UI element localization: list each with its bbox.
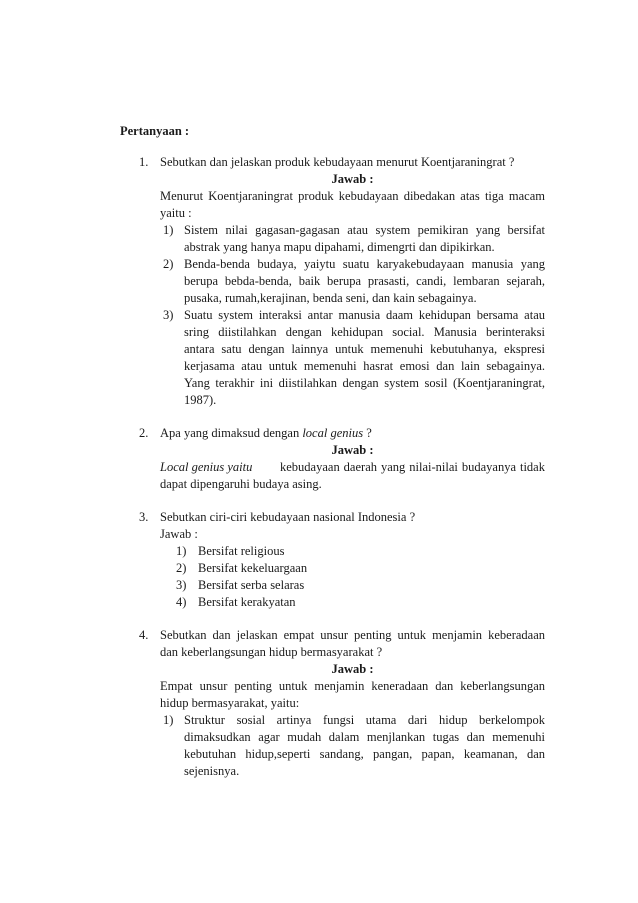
q1-item-3-line: kerjasama atau untuk memenuhi hasrat emosi dan lain sebagainya. bbox=[184, 359, 545, 373]
q3-item-4-number: 4) bbox=[176, 595, 187, 609]
q4-item-1-line: dimaksudkan agar mudah dalam menjlankan tugas dan memenuhi bbox=[184, 730, 545, 744]
q1-item-3-line: Suatu system interaksi antar manusia daam kehidupan bersama atau bbox=[184, 308, 545, 322]
q1-item-1-line: abstrak yang hanya mapu dipahami, dimengrti dan dipikirkan. bbox=[184, 240, 495, 254]
question-1-text: Sebutkan dan jelaskan produk kebudayaan menurut Koentjaraningrat ? bbox=[160, 155, 515, 169]
q1-item-3-line: sring diistilahkan dengan kehidupan social. Manusia berinteraksi bbox=[184, 325, 545, 339]
q3-item-3-text: Bersifat serba selaras bbox=[198, 578, 305, 592]
q1-item-2-line: berupa bebda-benda, baik berupa prasasti, candi, lembaran sejarah, bbox=[184, 274, 545, 288]
question-2-text-post: ? bbox=[363, 426, 372, 440]
question-2-number: 2. bbox=[139, 426, 149, 440]
q3-item-1-number: 1) bbox=[176, 544, 187, 558]
q1-item-3-number: 3) bbox=[163, 308, 174, 322]
q1-item-3-line: 1987). bbox=[184, 393, 217, 407]
q1-item-3-line: antara satu dengan lainnya untuk memenuhi kebutuhanya, ekspresi bbox=[184, 342, 545, 356]
question-4-text-line: Sebutkan dan jelaskan empat unsur penting untuk menjamin keberadaan bbox=[160, 628, 545, 642]
q3-item-3-number: 3) bbox=[176, 578, 187, 592]
q1-item-2-line: Benda-benda budaya, yaiytu suatu karyakebudayaan manusia yang bbox=[184, 257, 545, 271]
question-1-intro-line: Menurut Koentjaraningrat produk kebudayaan dibedakan atas tiga macam bbox=[160, 189, 545, 203]
page-heading: Pertanyaan : bbox=[120, 124, 190, 138]
question-3-text: Sebutkan ciri-ciri kebudayaan nasional Indonesia ? bbox=[160, 510, 416, 524]
question-2-answer-line: kebudayaan daerah yang nilai-nilai budayanya tidak bbox=[280, 460, 545, 474]
question-4-answer-label: Jawab : bbox=[331, 662, 374, 676]
question-3-answer-label: Jawab : bbox=[160, 527, 198, 541]
question-2-term: local genius bbox=[302, 426, 364, 440]
question-2-answer-term: Local genius yaitu bbox=[160, 460, 253, 474]
q1-item-2-number: 2) bbox=[163, 257, 174, 271]
q4-item-1-line: Struktur sosial artinya fungsi utama dari hidup berkelompok bbox=[184, 713, 545, 727]
q1-item-1-line: Sistem nilai gagasan-gagasan atau system pemikiran yang bersifat bbox=[184, 223, 545, 237]
question-4-intro-line: hidup bermasyarakat, yaitu: bbox=[160, 696, 300, 710]
question-4-intro-line: Empat unsur penting untuk menjamin keneradaan dan keberlangsungan bbox=[160, 679, 545, 693]
question-1-answer-label: Jawab : bbox=[331, 172, 374, 186]
q1-item-1-number: 1) bbox=[163, 223, 174, 237]
question-4-number: 4. bbox=[139, 628, 149, 642]
question-1-number: 1. bbox=[139, 155, 149, 169]
question-4-text-line: dan keberlangsungan hidup bermasyarakat ? bbox=[160, 645, 383, 659]
q3-item-2-number: 2) bbox=[176, 561, 187, 575]
q4-item-1-line: kebutuhan hidup,seperti sandang, pangan, papan, keamanan, dan bbox=[184, 747, 545, 761]
q3-item-1-text: Bersifat religious bbox=[198, 544, 285, 558]
question-1-intro-line: yaitu : bbox=[160, 206, 192, 220]
q4-item-1-number: 1) bbox=[163, 713, 174, 727]
q1-item-2-line: pusaka, rumah,kerajinan, benda seni, dan kain sebagainya. bbox=[184, 291, 477, 305]
question-2-text-pre: Apa yang dimaksud dengan bbox=[160, 426, 303, 440]
q3-item-2-text: Bersifat kekeluargaan bbox=[198, 561, 308, 575]
q3-item-4-text: Bersifat kerakyatan bbox=[198, 595, 296, 609]
question-2-text bbox=[160, 426, 372, 441]
question-2-answer-label: Jawab : bbox=[331, 443, 374, 457]
question-3-number: 3. bbox=[139, 510, 149, 524]
question-2-answer-line: dapat dipengaruhi budaya asing. bbox=[160, 477, 322, 491]
q1-item-3-line: Yang terakhir ini diistilahkan dengan system sosil (Koentjaraningrat, bbox=[184, 376, 545, 390]
q4-item-1-line: sejenisnya. bbox=[184, 764, 240, 778]
